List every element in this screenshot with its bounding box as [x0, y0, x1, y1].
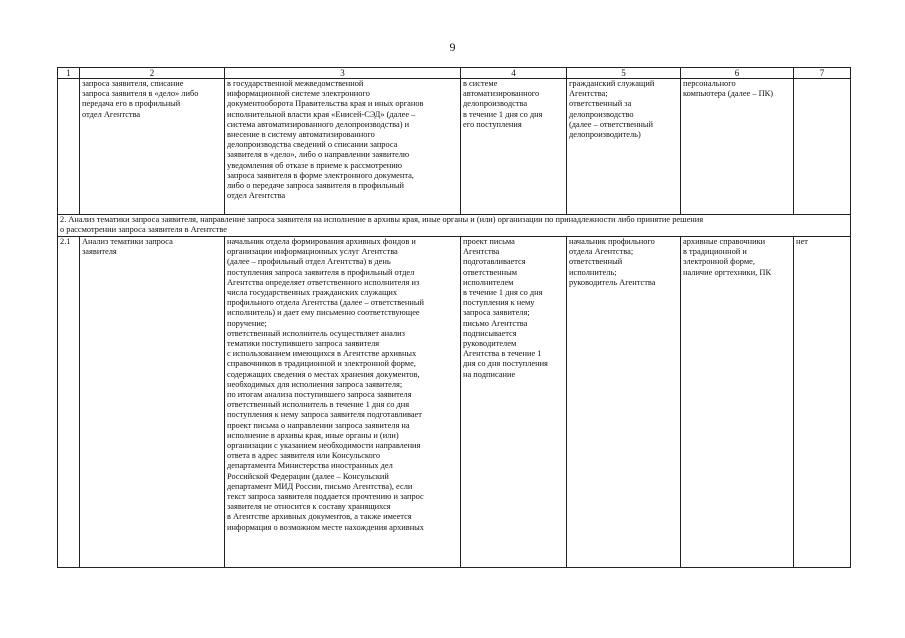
table-header-row: [58, 68, 851, 79]
text-line: в государственной межведомственной: [227, 79, 364, 88]
text-line: автоматизированного: [463, 89, 540, 99]
text-line: содержащих сведения о местах хранения документов,: [227, 369, 420, 379]
header-cell-3: 3: [225, 68, 461, 79]
text-line: справочников в традиционной и электронной форме,: [227, 359, 416, 369]
cell-action-name: [80, 237, 225, 568]
text-line: ответственный за: [569, 99, 632, 109]
text-line: 2. Анализ тематики запроса заявителя, направление запроса заявителя на исполнение в архивы края, иные органы и (или) организации по принадлежности либо принятие решения: [60, 215, 704, 224]
text-line: о рассмотрении запроса заявителя в Агентстве: [60, 225, 228, 234]
header-cell-1: 1: [58, 68, 80, 79]
header-cell-4: 4: [461, 68, 567, 79]
text-line: департамента Министерства иностранных дел: [227, 461, 393, 471]
text-line: руководитель Агентства: [569, 277, 656, 287]
text-line: запроса заявителя;: [463, 308, 530, 318]
text-line: передача его в профильный: [82, 99, 181, 109]
text-line: ответственный: [569, 257, 623, 267]
section-heading: [58, 215, 851, 237]
text-line: тематики поступившего запроса заявителя: [227, 339, 380, 349]
text-line: руководителем: [463, 339, 517, 349]
cell-number: 2.1: [58, 237, 80, 568]
cell-forms: нет: [794, 237, 851, 568]
text-line: начальник отдела формирования архивных фондов и: [227, 237, 416, 246]
text-line: исполнение в архивы края, иные органы и (или): [227, 430, 399, 440]
text-line: заявителя: [82, 247, 117, 257]
text-line: профильного отдела Агентства (далее – ответственный: [227, 298, 424, 308]
text-line: числа государственных гражданских служащих: [227, 288, 398, 298]
cell-number: [58, 79, 80, 215]
table-section-row: [58, 215, 851, 237]
text-line: архивные справочники: [683, 237, 766, 246]
text-line: на подписание: [463, 369, 516, 379]
text-line: запроса заявителя, списание: [82, 79, 184, 88]
header-cell-6: 6: [681, 68, 794, 79]
text-line: подписывается: [463, 328, 517, 338]
text-line: в течение 1 дня со дня: [463, 109, 543, 119]
text-line: наличие оргтехники, ПК: [683, 267, 772, 277]
text-line: исполнитель) и дает ему письменно соответствующее: [227, 308, 420, 318]
text-line: запроса заявителя в форме электронного документа,: [227, 170, 414, 180]
text-line: ответственный исполнитель осуществляет анализ: [227, 328, 405, 338]
text-line: Российской Федерации (далее – Консульский: [227, 471, 389, 481]
text-line: отдел Агентства: [82, 109, 141, 119]
text-line: исполнителем: [463, 277, 514, 287]
text-line: отдел Агентства: [227, 191, 286, 201]
text-line: Агентства в течение 1: [463, 349, 542, 359]
page-number: 9: [449, 40, 456, 54]
text-line: делопроизводства сведений о списании запроса: [227, 140, 398, 150]
text-line: система автоматизированного делопроизводства) и: [227, 119, 410, 129]
text-line: уведомления об отказе в приеме к рассмотрению: [227, 160, 402, 170]
cell-deadline: [461, 237, 567, 568]
text-line: исполнительной власти края «Енисей-СЭД» (далее –: [227, 109, 416, 119]
text-line: проект письма о направлении запроса заявителя на: [227, 420, 410, 430]
cell-resources: [681, 237, 794, 568]
text-line: делопроизводство: [569, 109, 634, 119]
cell-responsible: [567, 79, 681, 215]
text-line: заявителя не относится к составу хранящихся: [227, 502, 391, 512]
text-line: проект письма: [463, 237, 515, 246]
text-line: дня со дня поступления: [463, 359, 548, 369]
text-line: текст запроса заявителя поддается прочтению и запрос: [227, 492, 424, 502]
header-cell-7: 7: [794, 68, 851, 79]
text-line: Агентства определяет ответственного исполнителя из: [227, 277, 420, 287]
text-line: информационной системе электронного: [227, 89, 370, 99]
cell-action-content: [225, 237, 461, 568]
text-line: гражданский служащий: [569, 79, 655, 88]
text-line: Агентства;: [569, 89, 608, 99]
text-line: запроса заявителя в «дело» либо: [82, 89, 199, 99]
table-row-continuation: [58, 79, 851, 215]
text-line: Анализ тематики запроса: [82, 237, 173, 246]
text-line: исполнитель;: [569, 267, 617, 277]
text-line: поступления к нему запроса заявителя подготавливает: [227, 410, 422, 420]
header-cell-5: 5: [567, 68, 681, 79]
text-line: либо о передаче запроса заявителя в профильный: [227, 181, 404, 191]
text-line: поступления к нему: [463, 298, 535, 308]
text-line: поручение;: [227, 318, 267, 328]
text-line: ответа в адрес заявителя или Консульского: [227, 451, 381, 461]
text-line: информация о возможном месте нахождения архивных: [227, 522, 424, 532]
text-line: необходимых для исполнения запроса заявителя;: [227, 379, 403, 389]
text-line: (далее – профильный отдел Агентства) в день: [227, 257, 391, 267]
text-line: внесение в систему автоматизированного: [227, 130, 375, 140]
text-line: организации с указанием необходимости направления: [227, 441, 421, 451]
text-line: с использованием имеющихся в Агентстве архивных: [227, 349, 417, 359]
text-line: начальник профильного: [569, 237, 655, 246]
procedure-table: [57, 67, 851, 568]
text-line: электронной форме,: [683, 257, 755, 267]
text-line: письмо Агентства: [463, 318, 528, 328]
text-line: по итогам анализа поступившего запроса заявителя: [227, 390, 412, 400]
text-line: документооборота Правительства края и иных органов: [227, 99, 424, 109]
text-line: поступления запроса заявителя в профильный отдел: [227, 267, 415, 277]
text-line: отдела Агентства;: [569, 247, 634, 257]
cell-forms: [794, 79, 851, 215]
text-line: департамент МИД России, письмо Агентства), если: [227, 481, 413, 491]
text-line: компьютера (далее – ПК): [683, 89, 774, 99]
header-cell-2: 2: [80, 68, 225, 79]
text-line: в Агентстве архивных документов, а также имеется: [227, 512, 412, 522]
text-line: в системе: [463, 79, 498, 88]
cell-action-content: [225, 79, 461, 215]
cell-responsible: [567, 237, 681, 568]
text-line: подготавливается: [463, 257, 526, 267]
cell-action-name: [80, 79, 225, 215]
text-line: персонального: [683, 79, 736, 88]
table-row-2-1: [58, 237, 851, 568]
text-line: в традиционной и: [683, 247, 747, 257]
text-line: в течение 1 дня со дня: [463, 288, 543, 298]
cell-resources: [681, 79, 794, 215]
cell-deadline: [461, 79, 567, 215]
text-line: Агентства: [463, 247, 500, 257]
text-line: (далее – ответственный: [569, 119, 654, 129]
text-line: ответственный исполнитель в течение 1 дня со дня: [227, 400, 410, 410]
text-line: ответственным: [463, 267, 518, 277]
text-line: делопроизводства: [463, 99, 528, 109]
text-line: делопроизводитель): [569, 130, 641, 140]
text-line: организации информационных услуг Агентства: [227, 247, 398, 257]
text-line: заявителя в «дело», либо о направлении заявителю: [227, 150, 410, 160]
text-line: его поступления: [463, 119, 522, 129]
